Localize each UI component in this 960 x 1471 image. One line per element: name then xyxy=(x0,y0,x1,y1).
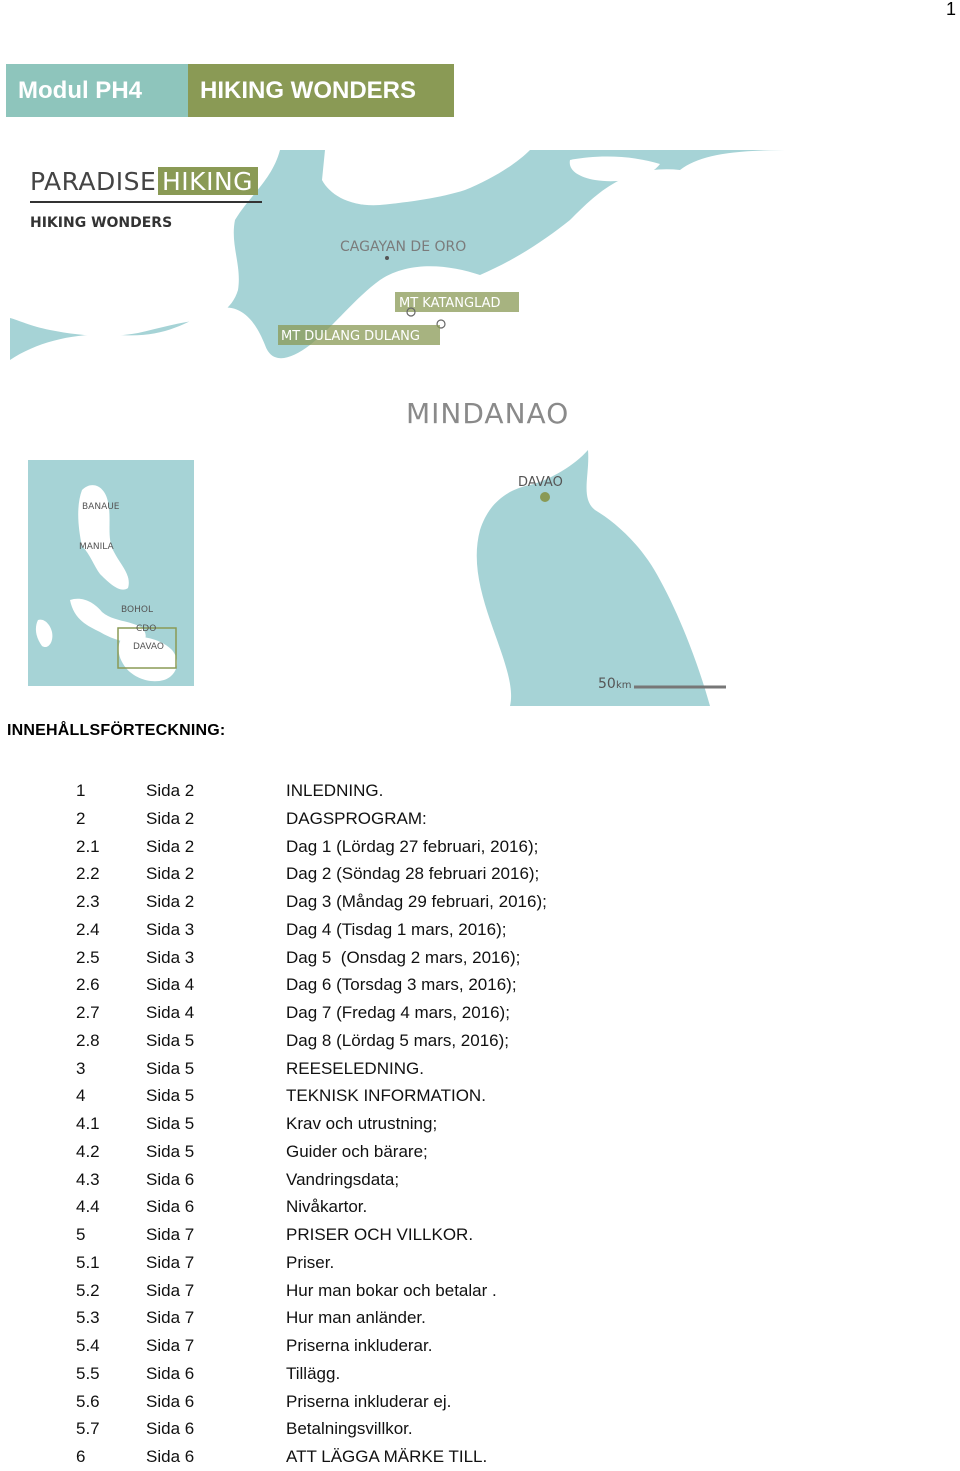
label-mindanao: MINDANAO xyxy=(406,397,570,430)
route-map xyxy=(10,150,794,706)
toc-page-ref: Sida 4 xyxy=(146,1003,195,1022)
toc-entry-title: Dag 5 (Onsdag 2 mars, 2016); xyxy=(286,947,521,967)
toc-section-number: 4.1 xyxy=(76,1114,100,1133)
toc-page-ref: Sida 3 xyxy=(146,947,195,967)
module-header xyxy=(6,64,454,117)
toc-page-ref: Sida 5 xyxy=(146,1086,195,1106)
toc-section-number: 5.4 xyxy=(76,1336,100,1355)
toc-section-number: 4.2 xyxy=(76,1141,100,1161)
toc-entry-title: DAGSPROGRAM: xyxy=(286,808,427,828)
toc-section-number: 4.4 xyxy=(76,1197,100,1217)
toc-page-ref: Sida 2 xyxy=(146,836,195,856)
davao-dot xyxy=(540,492,550,502)
toc-page-ref: Sida 2 xyxy=(146,892,195,911)
toc-page-ref: Sida 2 xyxy=(146,808,195,828)
toc-page-ref: Sida 6 xyxy=(146,1169,195,1189)
toc-page-ref: Sida 6 xyxy=(146,1447,195,1466)
toc-row xyxy=(0,805,960,833)
toc-section-number: 2.3 xyxy=(76,892,100,911)
toc-row xyxy=(0,1221,960,1249)
toc-section-number: 4 xyxy=(76,1086,86,1106)
toc-section-number: 5 xyxy=(76,1225,86,1244)
toc-page-ref: Sida 6 xyxy=(146,1197,195,1217)
module-label: Modul PH4 xyxy=(6,64,188,117)
table-of-contents xyxy=(0,777,960,1471)
scale-unit: km xyxy=(616,680,632,691)
map-svg xyxy=(10,150,794,706)
toc-entry-title: Guider och bärare; xyxy=(286,1141,428,1161)
toc-section-number: 2.4 xyxy=(76,919,100,939)
toc-page-ref: Sida 5 xyxy=(146,1030,195,1050)
toc-page-ref: Sida 5 xyxy=(146,1141,195,1161)
toc-entry-title: Priser. xyxy=(286,1252,335,1272)
toc-entry-title: Priserna inkluderar ej. xyxy=(286,1391,452,1411)
toc-row xyxy=(0,1277,960,1305)
brand-subtitle: HIKING WONDERS xyxy=(30,215,173,231)
inset-label-banaue: BANAUE xyxy=(82,502,120,512)
toc-section-number: 5.1 xyxy=(76,1252,100,1272)
toc-row xyxy=(0,1360,960,1388)
toc-section-number: 1 xyxy=(76,781,86,800)
toc-row xyxy=(0,916,960,944)
toc-section-number: 2.8 xyxy=(76,1030,100,1050)
toc-entry-title: Betalningsvillkor. xyxy=(286,1419,413,1439)
toc-entry-title: Dag 1 (Lördag 27 februari, 2016); xyxy=(286,836,539,856)
toc-entry-title: Dag 3 (Måndag 29 februari, 2016); xyxy=(286,892,547,911)
toc-page-ref: Sida 6 xyxy=(146,1419,195,1439)
toc-page-ref: Sida 4 xyxy=(146,975,195,995)
toc-row xyxy=(0,1110,960,1138)
toc-entry-title: Priserna inkluderar. xyxy=(286,1336,433,1355)
toc-entry-title: Dag 8 (Lördag 5 mars, 2016); xyxy=(286,1030,510,1050)
inset-label-manila: MANILA xyxy=(79,542,114,552)
toc-page-ref: Sida 7 xyxy=(146,1308,195,1328)
toc-section-number: 2.2 xyxy=(76,864,100,884)
toc-page-ref: Sida 7 xyxy=(146,1280,195,1300)
toc-entry-title: Hur man anländer. xyxy=(286,1308,426,1328)
toc-row xyxy=(0,1055,960,1083)
brand-word-hiking: HIKING xyxy=(162,167,254,196)
toc-row xyxy=(0,1304,960,1332)
toc-page-ref: Sida 2 xyxy=(146,781,195,800)
toc-entry-title: INLEDNING. xyxy=(286,781,384,800)
label-mt-dulang-dulang: MT DULANG DULANG xyxy=(281,329,420,344)
toc-section-number: 2 xyxy=(76,808,86,828)
scale-value: 50 xyxy=(598,676,616,692)
toc-row xyxy=(0,1249,960,1277)
toc-row xyxy=(0,1082,960,1110)
inset-label-cdo: CDO xyxy=(136,624,157,634)
brand-word-paradise: PARADISE xyxy=(30,167,157,196)
toc-entry-title: TEKNISK INFORMATION. xyxy=(286,1086,486,1106)
toc-row xyxy=(0,999,960,1027)
toc-row xyxy=(0,1443,960,1471)
toc-entry-title: REESELEDNING. xyxy=(286,1058,424,1078)
toc-section-number: 2.6 xyxy=(76,975,100,995)
toc-row xyxy=(0,971,960,999)
toc-row xyxy=(0,888,960,916)
toc-section-number: 3 xyxy=(76,1058,86,1078)
toc-section-number: 5.3 xyxy=(76,1308,100,1328)
toc-section-number: 2.1 xyxy=(76,836,100,856)
toc-entry-title: Hur man bokar och betalar . xyxy=(286,1280,497,1300)
toc-page-ref: Sida 7 xyxy=(146,1336,195,1355)
module-title: HIKING WONDERS xyxy=(188,64,454,117)
toc-section-number: 5.7 xyxy=(76,1419,100,1439)
toc-page-ref: Sida 2 xyxy=(146,864,195,884)
toc-row xyxy=(0,1138,960,1166)
toc-row xyxy=(0,1193,960,1221)
toc-row xyxy=(0,1415,960,1443)
toc-section-number: 6 xyxy=(76,1447,86,1466)
toc-entry-title: Vandringsdata; xyxy=(286,1169,400,1189)
page-number: 1 xyxy=(945,0,956,19)
toc-page-ref: Sida 7 xyxy=(146,1252,195,1272)
toc-entry-title: Dag 2 (Söndag 28 februari 2016); xyxy=(286,864,540,884)
toc-page-ref: Sida 5 xyxy=(146,1058,195,1078)
toc-entry-title: Dag 4 (Tisdag 1 mars, 2016); xyxy=(286,919,507,939)
toc-page-ref: Sida 3 xyxy=(146,919,195,939)
toc-section-number: 2.5 xyxy=(76,947,100,967)
inset-map xyxy=(26,458,196,688)
cagayan-dot xyxy=(385,256,389,260)
toc-section-number: 5.6 xyxy=(76,1391,100,1411)
toc-row xyxy=(0,944,960,972)
label-cagayan-de-oro: CAGAYAN DE ORO xyxy=(340,239,467,255)
toc-section-number: 5.2 xyxy=(76,1280,100,1300)
toc-row xyxy=(0,1027,960,1055)
toc-page-ref: Sida 6 xyxy=(146,1391,195,1411)
toc-section-number: 4.3 xyxy=(76,1169,100,1189)
inset-label-bohol: BOHOL xyxy=(121,605,153,615)
toc-entry-title: PRISER OCH VILLKOR. xyxy=(286,1225,474,1244)
toc-page-ref: Sida 6 xyxy=(146,1363,195,1383)
toc-heading: INNEHÅLLSFÖRTECKNING: xyxy=(7,722,226,739)
toc-page-ref: Sida 5 xyxy=(146,1114,195,1133)
inset-label-davao: DAVAO xyxy=(133,642,165,652)
toc-row xyxy=(0,1166,960,1194)
toc-section-number: 2.7 xyxy=(76,1003,100,1022)
toc-row xyxy=(0,1332,960,1360)
toc-entry-title: ATT LÄGGA MÄRKE TILL. xyxy=(286,1447,488,1466)
toc-entry-title: Dag 7 (Fredag 4 mars, 2016); xyxy=(286,1003,510,1022)
label-mt-katanglad: MT KATANGLAD xyxy=(399,296,501,311)
toc-row xyxy=(0,1388,960,1416)
label-davao: DAVAO xyxy=(518,475,563,490)
toc-row xyxy=(0,777,960,805)
toc-section-number: 5.5 xyxy=(76,1363,100,1383)
toc-entry-title: Krav och utrustning; xyxy=(286,1114,438,1133)
toc-entry-title: Dag 6 (Torsdag 3 mars, 2016); xyxy=(286,975,517,995)
toc-row xyxy=(0,860,960,888)
toc-page-ref: Sida 7 xyxy=(146,1225,195,1244)
toc-entry-title: Tillägg. xyxy=(286,1363,341,1383)
toc-row xyxy=(0,833,960,861)
toc-entry-title: Nivåkartor. xyxy=(286,1197,368,1217)
